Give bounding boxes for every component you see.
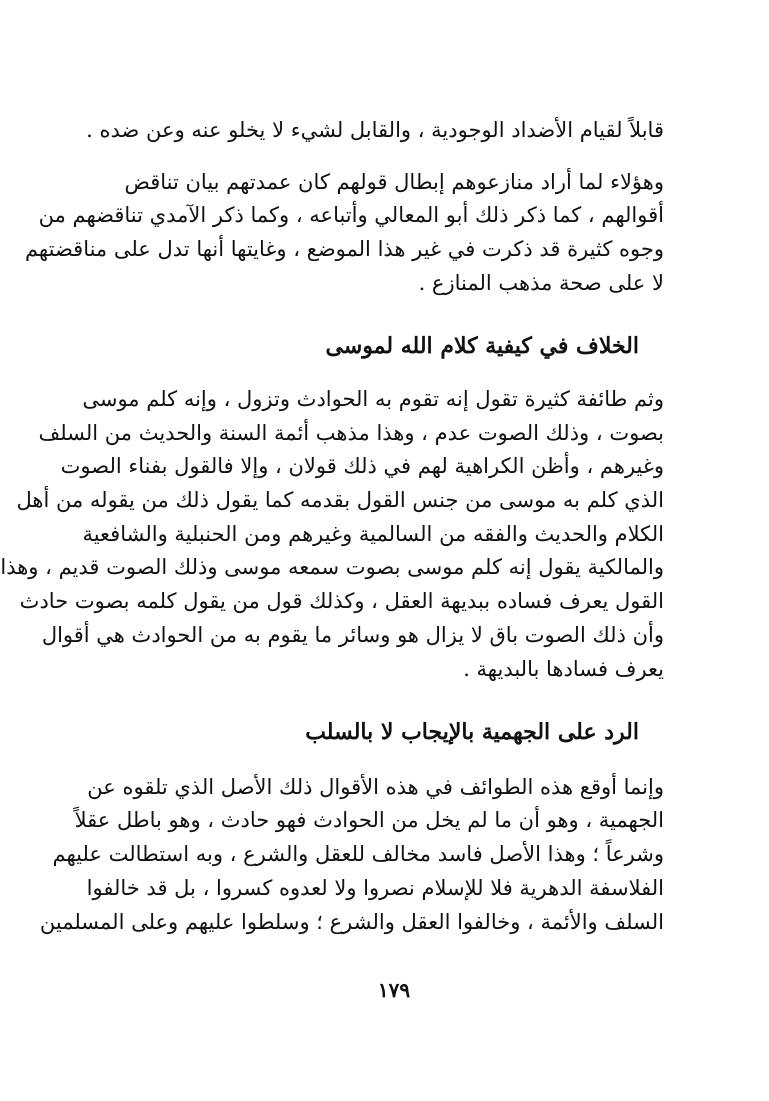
section-heading: الرد على الجهمية بالإيجاب لا بالسلب: [305, 719, 639, 745]
text-line: السلف والأئمة ، وخالفوا العقل والشرع ؛ وسلطوا عليهم وعلى المسلمين: [39, 910, 664, 934]
text-line: القول يعرف فساده ببديهة العقل ، وكذلك قول من يقول كلمه بصوت حادث: [19, 589, 664, 613]
text-line: لا على صحة مذهب المنازع .: [418, 271, 664, 295]
text-line: وغيرهم ، وأظن الكراهية لهم في ذلك قولان ، وإلا فالقول بفناء الصوت: [60, 454, 664, 478]
text-line: وشرعاً ؛ وهذا الأصل فاسد مخالف للعقل والشرع ، وبه استطالت عليهم: [52, 842, 664, 866]
text-line: وأن ذلك الصوت باق لا يزال هو وسائر ما يقوم به من الحوادث هي أقوال: [41, 623, 664, 647]
text-line: بصوت ، وذلك الصوت عدم ، وهذا مذهب أئمة السنة والحديث من السلف: [38, 421, 664, 445]
section-heading: الخلاف في كيفية كلام الله لموسى: [325, 333, 639, 359]
text-line: وجوه كثيرة قد ذكرت في غير هذا الموضع ، وغايتها أنها تدل على مناقضتهم: [24, 237, 664, 261]
text-line: وهؤلاء لما أراد منازعوهم إبطال قولهم كان عمدتهم بيان تناقض: [124, 170, 664, 194]
text-line: وثم طائفة كثيرة تقول إنه تقوم به الحوادث وتزول ، وإنه كلم موسى: [82, 387, 664, 411]
page-number: ١٧٩: [377, 978, 411, 1002]
text-line: الفلاسفة الدهرية فلا للإسلام نصروا ولا لعدوه كسروا ، بل قد خالفوا: [86, 876, 664, 900]
text-line: يعرف فسادها بالبديهة .: [463, 657, 664, 681]
text-line: الذي كلم به موسى من جنس القول بقدمه كما يقول ذلك من يقوله من أهل: [16, 488, 664, 512]
text-line: أقوالهم ، كما ذكر ذلك أبو المعالي وأتباعه ، وكما ذكر الآمدي تناقضهم من: [38, 203, 664, 227]
text-line: الجهمية ، وهو أن ما لم يخل من الحوادث فهو حادث ، وهو باطل عقلاً: [74, 808, 664, 832]
text-line: وإنما أوقع هذه الطوائف في هذه الأقوال ذلك الأصل الذي تلقوه عن: [87, 775, 664, 799]
text-line: الكلام والحديث والفقه من السالمية وغيرهم ومن الحنبلية والشافعية: [82, 522, 664, 546]
text-line: والمالكية يقول إنه كلم موسى بصوت سمعه موسى وذلك الصوت قديم ، وهذا: [0, 555, 664, 579]
text-line: قابلاً لقيام الأضداد الوجودية ، والقابل لشيء لا يخلو عنه وعن ضده .: [86, 118, 664, 142]
